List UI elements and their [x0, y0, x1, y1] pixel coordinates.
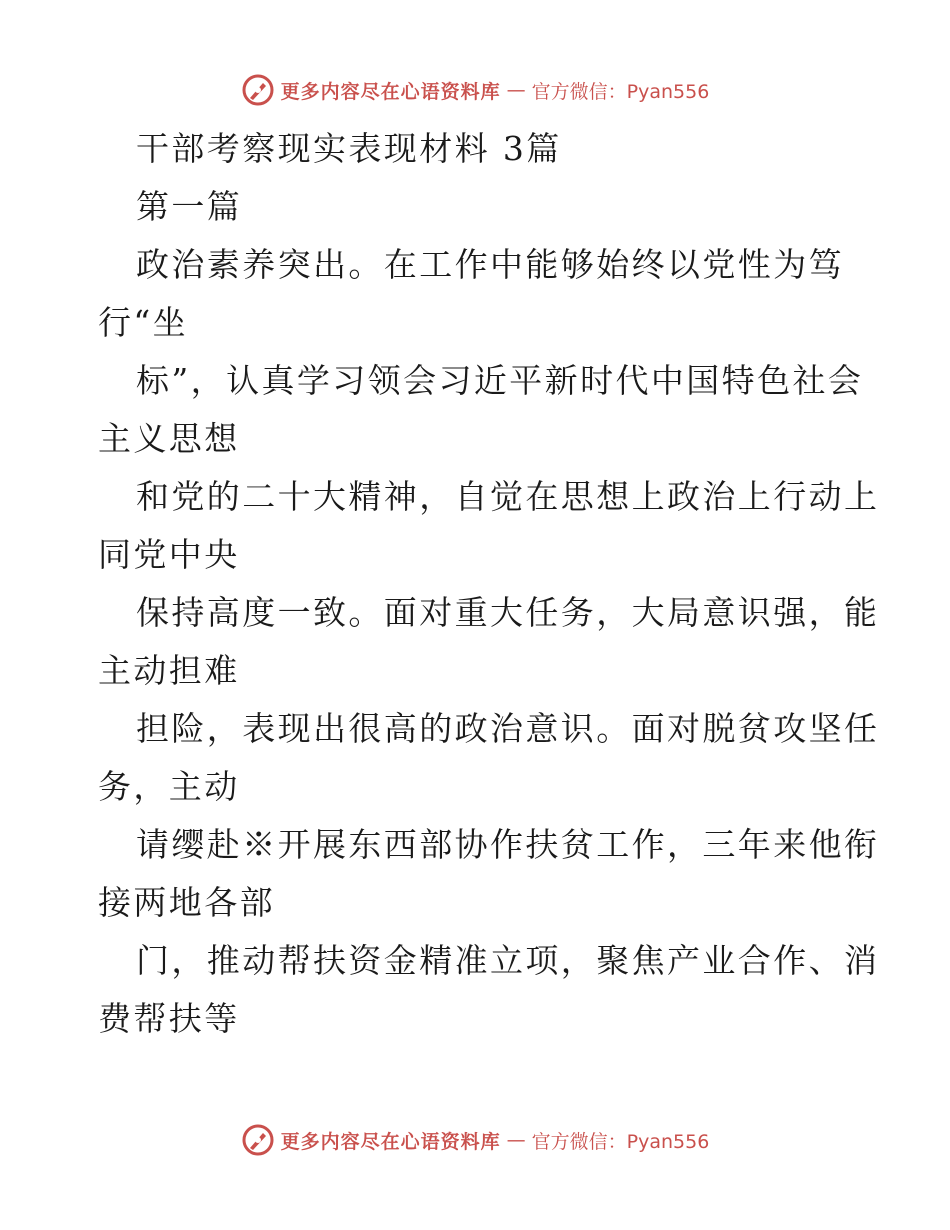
footer-watermark — [0, 1120, 950, 1160]
text-line: 接两地各部 — [98, 883, 275, 922]
text-line: 同党中央 — [98, 535, 240, 574]
watermark-dash: — — [506, 1129, 526, 1151]
text-line: 标”，认真学习领会习近平新时代中国特色社会 — [136, 361, 864, 400]
text-line: 保持高度一致。面对重大任务，大局意识强，能 — [136, 593, 880, 632]
text-line: 门，推动帮扶资金精准立项，聚焦产业合作、消 — [136, 941, 880, 980]
document-title: 干部考察现实表现材料 3篇 — [136, 129, 562, 168]
watermark-contact: 官方微信：Pyan556 — [531, 1130, 710, 1153]
watermark-dash: — — [506, 79, 526, 101]
header-watermark — [0, 70, 950, 110]
text-line: 政治素养突出。在工作中能够始终以党性为笃 — [136, 245, 844, 284]
watermark-contact: 官方微信：Pyan556 — [531, 80, 710, 103]
text-line: 费帮扶等 — [98, 999, 240, 1038]
pen-logo-icon — [241, 73, 275, 107]
section-heading: 第一篇 — [136, 187, 243, 226]
pen-logo-icon — [241, 1123, 275, 1157]
text-line: 务，主动 — [98, 767, 240, 806]
text-line: 行“坐 — [98, 303, 189, 342]
text-line: 主义思想 — [98, 419, 240, 458]
document-body — [98, 120, 880, 1048]
text-line: 主动担难 — [98, 651, 240, 690]
text-line: 请缨赴※开展东西部协作扶贫工作，三年来他衔 — [136, 825, 880, 864]
text-line: 和党的二十大精神，自觉在思想上政治上行动上 — [136, 477, 880, 516]
watermark-brand: 更多内容尽在心语资料库 — [280, 1130, 501, 1153]
text-line: 担险，表现出很高的政治意识。面对脱贫攻坚任 — [136, 709, 880, 748]
watermark-brand: 更多内容尽在心语资料库 — [280, 80, 501, 103]
